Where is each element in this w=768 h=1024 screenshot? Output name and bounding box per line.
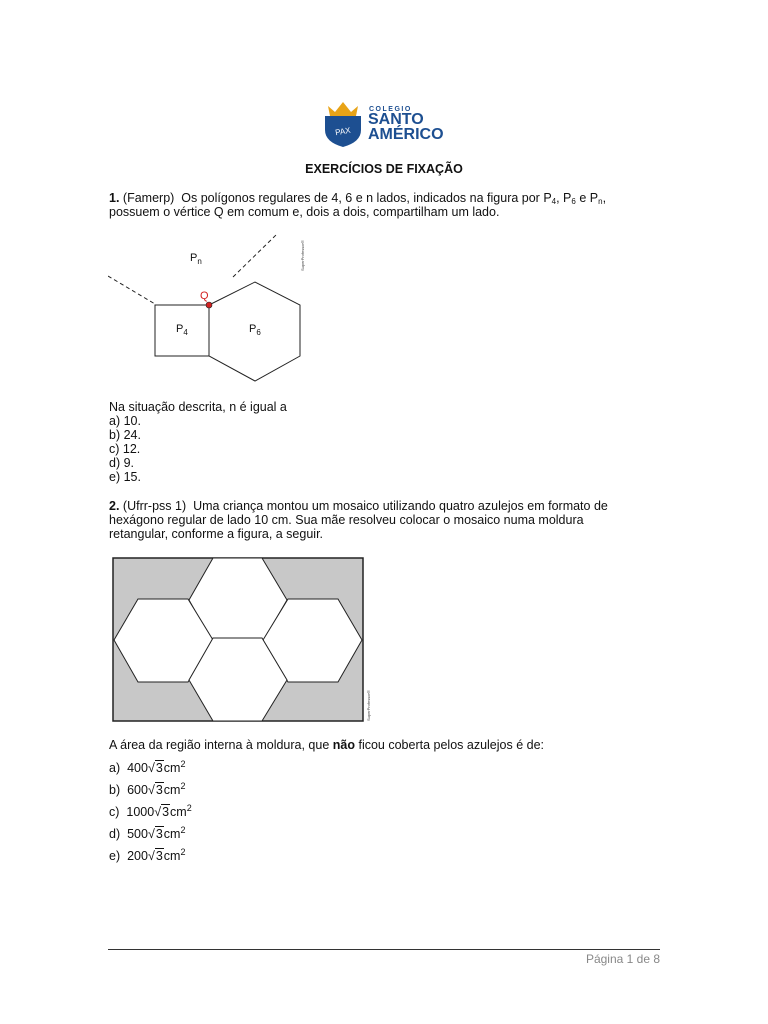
- label-p4: P: [176, 323, 184, 335]
- q2-hexagon-mosaic: [110, 556, 372, 724]
- pn-dashed-right: [233, 235, 276, 277]
- svg-text:P6: $P_6$: [249, 323, 261, 337]
- label-q: Q: [200, 290, 209, 302]
- logo-line2: AMÉRICO: [368, 126, 444, 143]
- label-pn: P: [190, 252, 198, 264]
- q2-stem-line3: retangular, conforme a figura, a seguir.: [109, 527, 324, 541]
- school-logo: [322, 100, 452, 148]
- q1-option-b: b) 24.: [109, 428, 141, 442]
- label-p6: P: [249, 323, 257, 335]
- q2-stem-line1: 2. (Ufrr-pss 1) Uma criança montou um mosaico utilizando quatro azulejos em formato de: [109, 499, 608, 513]
- q1-option-e: e) 15.: [109, 470, 141, 484]
- q2-option-c: c) $1000√3cm^2$: [109, 803, 192, 820]
- q1-prompt: Na situação descrita, n é igual a: [109, 400, 287, 414]
- vertex-q-marker: [206, 302, 212, 308]
- svg-text:P4: $P_4$: [176, 323, 188, 337]
- q1-stem-line1: 1. (Famerp) Os polígonos regulares de 4, 6 e n lados, indicados na figura por $P_4$, $P_6$ e $P_n$,: [109, 191, 607, 206]
- logo-small: COLEGIO: [369, 106, 412, 113]
- q1-option-c: c) 12.: [109, 442, 141, 456]
- shield-icon: [322, 100, 364, 148]
- q2-stem-line2: hexágono regular de lado 10 cm. Sua mãe resolveu colocar o mosaico numa moldura: [109, 513, 584, 527]
- q1-option-d: d) 9.: [109, 456, 135, 470]
- logo-line1: SANTO: [368, 111, 424, 128]
- q1-stem-line2: possuem o vértice Q em comum e, dois a dois, compartilham um lado.: [109, 205, 500, 219]
- q2-option-e: e) $200√3cm^2$: [109, 847, 186, 864]
- q2-option-a: a) $400√3cm^2$: [109, 759, 186, 776]
- page-number: Página 1 de 8: [585, 952, 660, 966]
- q1-polygon-figure: [108, 231, 313, 386]
- figure-credit: SuperProfessor®: [300, 240, 305, 271]
- q2-option-b: b) $600√3cm^2$: [109, 781, 186, 798]
- q2-prompt: A área da região interna à moldura, que não ficou coberta pelos azulejos é de:: [109, 738, 545, 752]
- page-title: EXERCÍCIOS DE FIXAÇÃO: [305, 162, 463, 176]
- pn-dashed-left: [108, 276, 155, 304]
- svg-text:PAX: PAX: [334, 125, 352, 138]
- q2-option-d: d) $500√3cm^2$: [109, 825, 186, 842]
- q1-option-a: a) 10.: [109, 414, 141, 428]
- mosaic-credit: SuperProfessor®: [366, 690, 371, 721]
- svg-text:Pn: $P_n$: [190, 252, 202, 266]
- footer-divider: [108, 949, 660, 950]
